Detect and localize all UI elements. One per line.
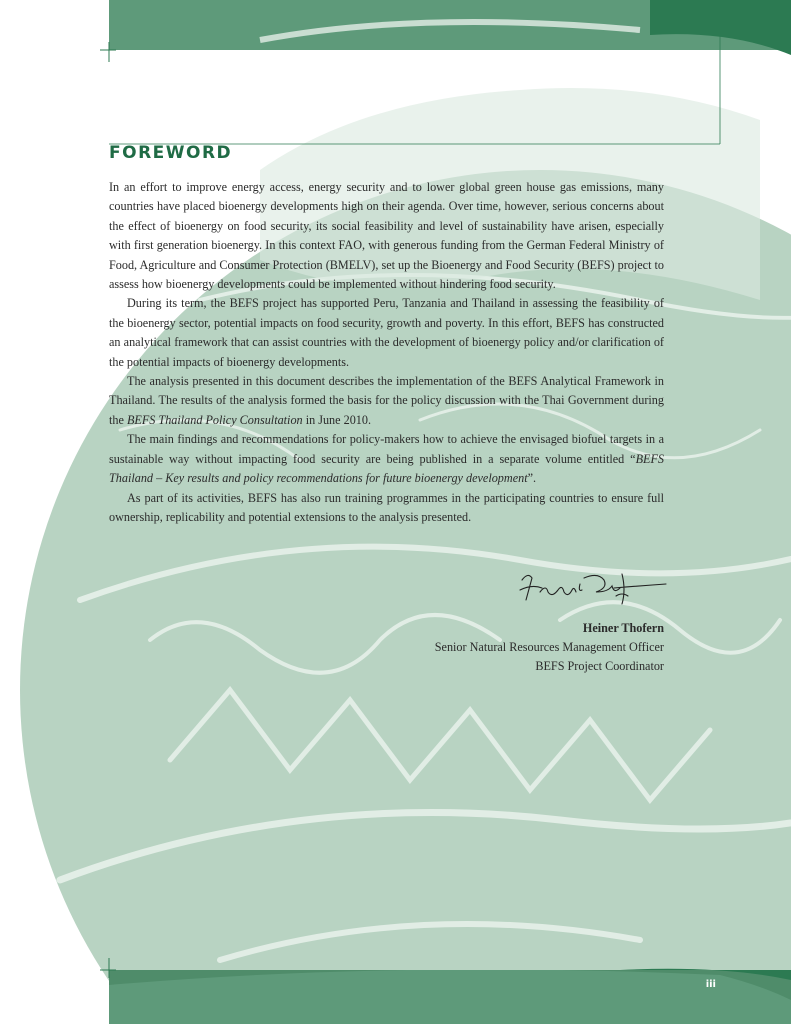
handwritten-signature: [518, 570, 668, 612]
paragraph-2: During its term, the BEFS project has supported Peru, Tanzania and Thailand in assessing the feasibility of the bioenergy sector, potential impacts on food security, growth and poverty. In this effort, BEFS has constructed an analytical framework that can assist countries with the development of bioenergy policy and/or clarification of the potential impacts of bioenergy developments.: [109, 296, 664, 369]
paragraph-3-italic: BEFS Thailand Policy Consultation: [126, 412, 303, 427]
paragraph-3: [109, 372, 664, 430]
paragraph-4: [109, 430, 664, 488]
paragraph-5: As part of its activities, BEFS has also run training programmes in the participating countries to ensure full ownership, replicability and potential extensions to the analysis presented.: [109, 490, 664, 524]
signatory-name: Heiner Thofern: [582, 621, 664, 635]
paragraph-4-text: The main findings and recommendations for policy-makers how to achieve the envisaged biofuel targets in a sustainable way without impacting food security are being published in a separate volume entitled “: [109, 432, 664, 466]
paragraph-3-text: The analysis presented in this document describes the implementation of the BEFS Analytical Framework in Thailand. The results of the analysis formed the basis for the policy discussion with the Thai Government during the: [109, 374, 664, 427]
foreword-body: [109, 178, 664, 527]
signatory-role: BEFS Project Coordinator: [535, 659, 664, 673]
signature-block: [435, 619, 664, 676]
signatory-title: Senior Natural Resources Management Officer: [434, 640, 664, 654]
paragraph-3-text-end: in June 2010.: [302, 412, 372, 427]
paragraph-4-italic: BEFS Thailand – Key results and policy recommendations for future bioenergy development: [109, 451, 664, 486]
page-heading: FOREWORD: [109, 143, 233, 163]
paragraph-1: In an effort to improve energy access, energy security and to lower global green house gas emissions, many countries have placed bioenergy developments high on their agenda. Over time, however, serious concerns about the effect of bioenergy on food security, its social feasibility and level of sustainability have arisen, especially with first generation bioenergy. In this context FAO, with generous funding from the German Federal Ministry of Food, Agriculture and Consumer Protection (BMELV), set up the Bioenergy and Food Security (BEFS) project to assess how bioenergy developments could be implemented without hindering food security.: [109, 180, 664, 292]
page-number: iii: [705, 979, 716, 990]
paragraph-4-text-end: ”.: [527, 471, 537, 486]
